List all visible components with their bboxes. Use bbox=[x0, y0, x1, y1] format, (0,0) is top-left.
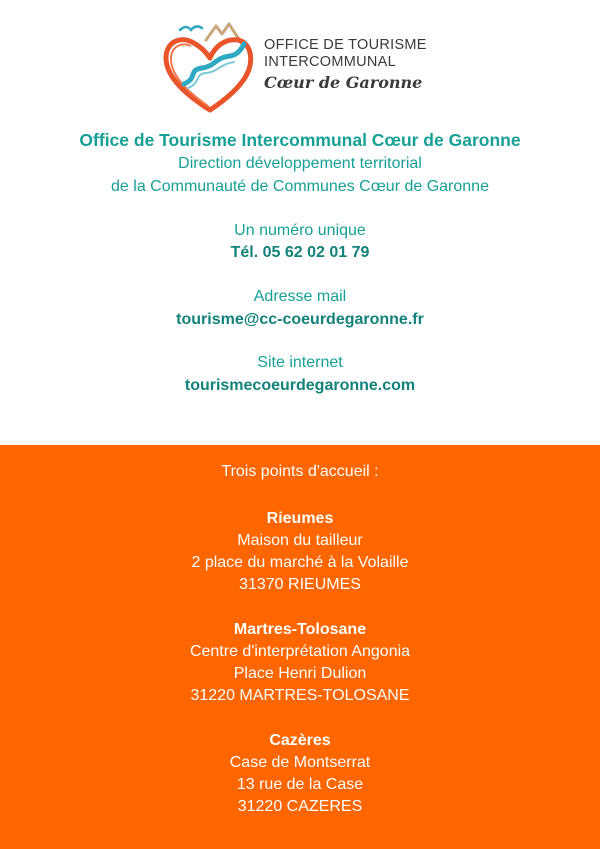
welcome-heading: Trois points d'accueil : bbox=[221, 463, 379, 480]
heart-logo-icon bbox=[158, 18, 262, 118]
point-city: 31220 CAZERES bbox=[237, 798, 363, 815]
direction-line-2: de la Communauté de Communes Cœur de Garonne bbox=[111, 178, 489, 195]
point-city: 31370 RIEUMES bbox=[239, 576, 361, 593]
point-place: Maison du tailleur bbox=[237, 532, 363, 549]
email-link[interactable]: tourisme@cc-coeurdegaronne.fr bbox=[176, 311, 424, 328]
point-name: Cazères bbox=[269, 732, 331, 749]
logo-line-1: OFFICE DE TOURISME bbox=[264, 37, 427, 53]
logo-text bbox=[264, 37, 427, 94]
direction-line-1: Direction développement territorial bbox=[178, 155, 422, 172]
point-place: Centre d'interprétation Angonia bbox=[189, 643, 411, 660]
logo-line-3: Cœur de Garonne bbox=[264, 73, 423, 92]
logo-line-2: INTERCOMMUNAL bbox=[264, 54, 396, 70]
org-name: Office de Tourisme Intercommunal Cœur de Garonne bbox=[79, 130, 521, 150]
email-label: Adresse mail bbox=[253, 288, 347, 305]
phone-label: Un numéro unique bbox=[234, 222, 366, 239]
point-name: Rieumes bbox=[266, 510, 334, 527]
website-link[interactable]: tourismecoeurdegaronne.com bbox=[184, 377, 416, 394]
point-address: 13 rue de la Case bbox=[236, 776, 364, 793]
welcome-points-section bbox=[0, 445, 600, 849]
site-label: Site internet bbox=[257, 354, 343, 371]
point-place: Case de Montserrat bbox=[229, 754, 371, 771]
point-city: 31220 MARTRES-TOLOSANE bbox=[190, 687, 410, 704]
point-name: Martres-Tolosane bbox=[233, 621, 367, 638]
phone-number[interactable]: Tél. 05 62 02 01 79 bbox=[230, 244, 370, 261]
point-address: 2 place du marché à la Volaille bbox=[191, 554, 409, 571]
logo bbox=[158, 18, 448, 118]
point-address: Place Henri Dulion bbox=[233, 665, 367, 682]
